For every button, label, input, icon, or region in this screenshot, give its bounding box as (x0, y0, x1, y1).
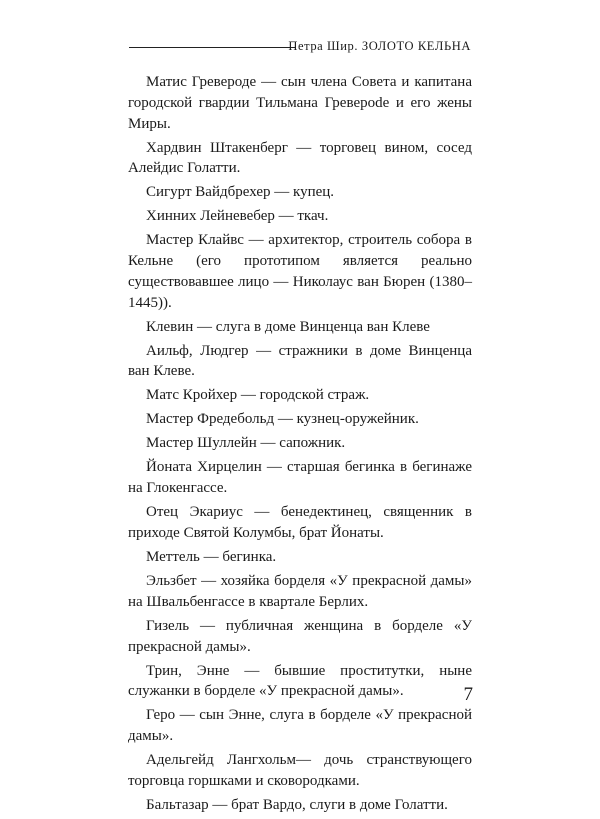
character-list (128, 72, 472, 819)
list-item: Гизель — публичная женщина в борделе «У прекрасной дамы». (128, 617, 472, 655)
list-item: Аильф, Людгер — стражники в доме Винценца ван Клеве. (128, 342, 472, 380)
running-head-title: ЗОЛОТО КЕЛЬНА (361, 39, 471, 53)
list-item: Клевин — слуга в доме Винценца ван Клеве (146, 318, 430, 335)
list-item: Мастер Клайвс — архитектор, строитель собора в Кельне (его прототипом является реально существовавшее лицо — Николаус ван Бюрен (1380–1445)). (128, 232, 472, 311)
list-item: Матис Гревероде — сын члена Совета и капитана городской гвардии Тильмана Греверode и его жены Миры. (128, 74, 472, 132)
list-item: Хардвин Штакенберг — торговец вином, сосед Алейдис Голатти. (128, 139, 472, 177)
running-head (129, 38, 471, 56)
list-item: Матс Кройхер — городской страж. (146, 387, 370, 404)
list-item: Йоната Хирцелин — старшая бегинка в бегинаже на Глокенгассе. (128, 459, 472, 497)
list-item: Хинних Лейневебер — ткач. (146, 208, 329, 225)
list-item: Трин, Энне — бывшие проститутки, ныне служанки в борделе «У прекрасной дамы». (128, 662, 472, 700)
page-number: 7 (463, 684, 473, 705)
list-item: Мастер Фредебольд — кузнец-оружейник. (146, 411, 419, 428)
list-item: Мастер Шуллейн — сапожник. (146, 435, 346, 452)
list-item: Сигурт Вайдбрехер — купец. (146, 184, 335, 201)
running-head-author: Петра Шир. (288, 39, 359, 53)
list-item: Адельгейд Лангхольм— дочь странствующего торговца горшками и сковородками. (128, 752, 472, 789)
list-item: Эльзбет — хозяйка борделя «У прекрасной дамы» на Швальбенгассе в квартале Берлих. (128, 572, 472, 610)
list-item: Меттель — бегинка. (146, 548, 277, 565)
list-item: Бальтазар — брат Вардо, слуги в доме Голатти. (146, 796, 448, 813)
list-item: Геро — сын Энне, слуга в борделе «У прекрасной дамы». (128, 707, 472, 745)
running-head-rule (129, 47, 296, 48)
running-head-text (288, 39, 471, 54)
list-item: Отец Экариус — бенедектинец, священник в приходе Святой Колумбы, брат Йонаты. (128, 504, 472, 541)
